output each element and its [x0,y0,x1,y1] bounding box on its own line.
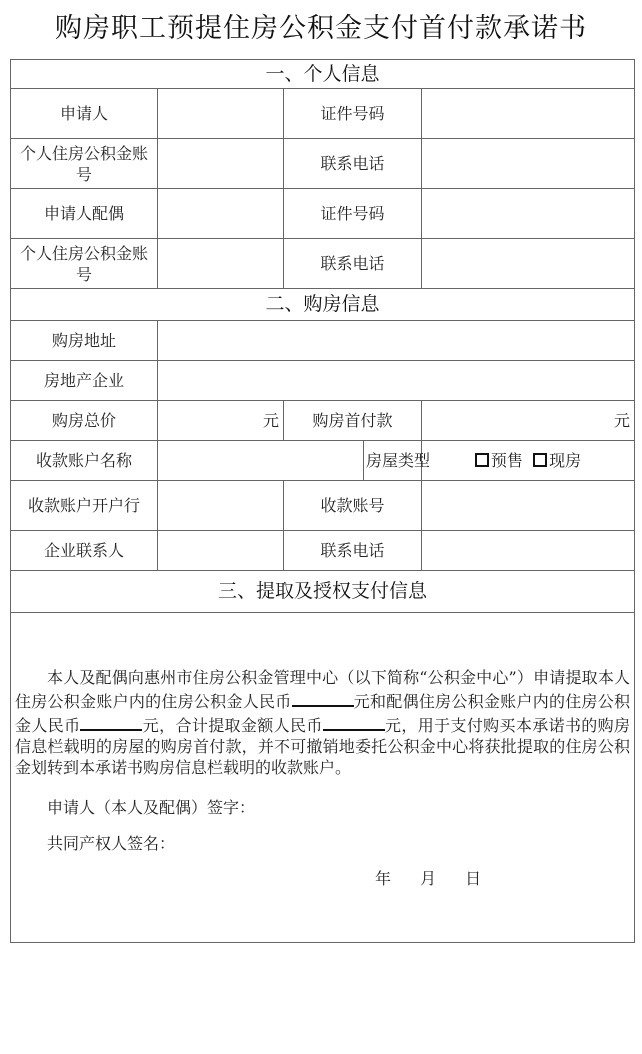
id-number-field[interactable] [422,89,635,139]
signature-co-owner: 共同产权人签名： [47,833,176,853]
section-header-row [11,571,635,613]
applicant-field[interactable] [158,89,284,139]
table-row [11,239,635,289]
payee-account-field[interactable] [422,481,635,531]
spouse-fund-account-field[interactable] [158,239,284,289]
payee-bank-field[interactable] [158,481,284,531]
yuan-unit: 元 [262,411,279,430]
contact-field[interactable] [158,531,284,571]
table-row [11,481,635,531]
spouse-field[interactable] [158,189,284,239]
address-label: 购房地址 [11,321,158,361]
commitment-form-table [10,59,635,943]
house-type-label: 房屋类型 [364,441,422,481]
contact-phone-field[interactable] [422,531,635,571]
section-purchase-info: 二、购房信息 [11,289,635,321]
table-row [11,189,635,239]
payee-bank-label: 收款账户开户行 [11,481,158,531]
table-row [11,361,635,401]
table-row [11,441,635,481]
payee-name-field[interactable] [158,441,364,481]
commitment-body [11,613,635,943]
section-withdrawal-info: 三、提取及授权支付信息 [11,571,635,613]
presale-label: 预售 [490,451,523,470]
section-personal-info: 一、个人信息 [11,60,635,89]
contact-label: 企业联系人 [11,531,158,571]
spouse-label: 申请人配偶 [11,189,158,239]
applicant-label: 申请人 [11,89,158,139]
table-row [11,531,635,571]
spouse-phone-label: 联系电话 [284,239,422,289]
paragraph-text: 元和配偶住房公积金账户内的住房公积金人民币 [15,691,631,735]
total-price-label: 购房总价 [11,401,158,441]
spouse-phone-field[interactable] [422,239,635,289]
amount-blank-total[interactable] [323,712,385,731]
section-header-row [11,289,635,321]
table-row [11,613,635,943]
id-number-label: 证件号码 [284,89,422,139]
spouse-id-number-label: 证件号码 [284,189,422,239]
table-row [11,401,635,441]
phone-field[interactable] [422,139,635,189]
house-type-options [422,441,635,481]
existing-label: 现房 [549,451,582,470]
address-field[interactable] [158,321,635,361]
presale-checkbox[interactable] [475,453,489,467]
yuan-unit: 元 [614,411,631,430]
paragraph-text: 元，用于支付购买本承诺书的购房信息栏载明的房屋的购房首付款，并不可撤销地委托公积金中心将获批提取的住房公积金划转到本承诺书购房信息栏载明的收款账户。 [15,715,631,777]
section-header-row [11,60,635,89]
signature-applicant: 申请人（本人及配偶）签字： [47,797,256,817]
date-line: 年 月 日 [375,868,482,888]
phone-label: 联系电话 [284,139,422,189]
developer-field[interactable] [158,361,635,401]
document-title: 购房职工预提住房公积金支付首付款承诺书 [55,13,587,44]
existing-checkbox[interactable] [533,453,547,467]
amount-blank-spouse[interactable] [80,712,142,731]
paragraph-text: 本人及配偶向惠州市住房公积金管理中心（以下简称“公积金中心”）申请提取本人住房公积金账户内的住房公积金人民币 [15,667,631,711]
commitment-paragraph [15,667,630,778]
fund-account-field[interactable] [158,139,284,189]
spouse-id-number-field[interactable] [422,189,635,239]
contact-phone-label: 联系电话 [284,531,422,571]
table-row [11,321,635,361]
down-payment-label: 购房首付款 [284,401,422,441]
spouse-fund-account-label: 个人住房公积金账号 [11,239,158,289]
total-price-field[interactable] [158,401,284,441]
payee-account-label: 收款账号 [284,481,422,531]
down-payment-field[interactable] [422,401,635,441]
paragraph-text: 元，合计提取金额人民币 [142,715,323,735]
amount-blank-applicant[interactable] [292,688,354,707]
payee-name-label: 收款账户名称 [11,441,158,481]
fund-account-label: 个人住房公积金账号 [11,139,158,189]
developer-label: 房地产企业 [11,361,158,401]
table-row [11,89,635,139]
table-row [11,139,635,189]
